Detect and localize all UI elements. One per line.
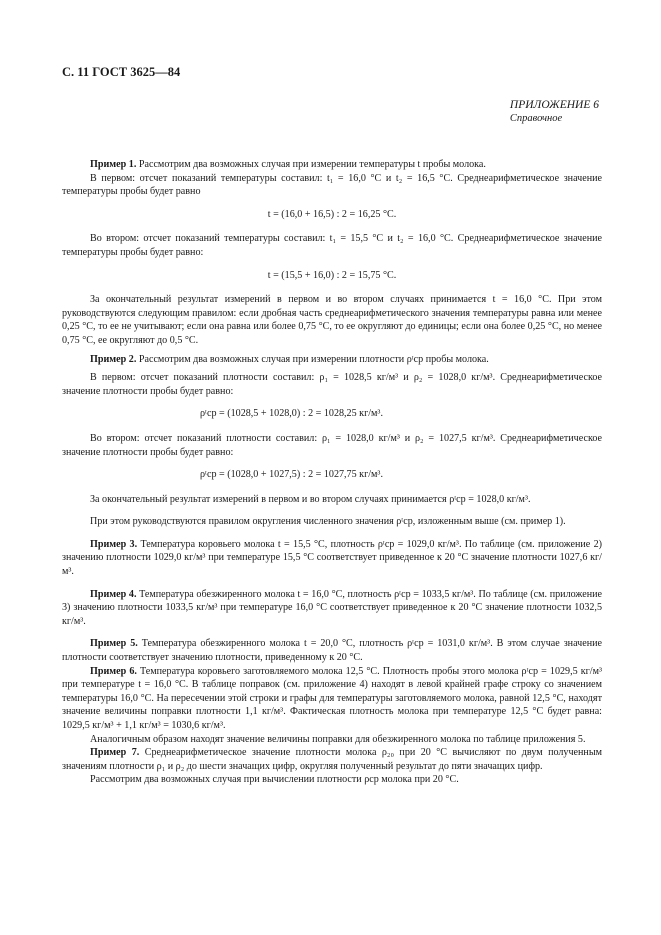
example-4	[62, 588, 602, 629]
example-2-rule: При этом руководствуются правилом округления численного значения ρᵗср, изложенным выше (см. пример 1).	[90, 516, 566, 528]
example-2-formula-2: ρᵗср = (1028,0 + 1027,5) : 2 = 1027,75 кг/м³.	[200, 469, 383, 481]
example-1-intro	[62, 158, 602, 172]
example-1-case-1: В первом: отсчет показаний температуры составил: t₁ = 16,0 °С и t₂ = 16,5 °С. Среднеарифметическое значение температуры пробы будет равно	[62, 172, 602, 198]
example-3-title: Пример 3.	[90, 538, 138, 550]
example-1-formula-1: t = (16,0 + 16,5) : 2 = 16,25 °С.	[267, 208, 397, 220]
example-5	[62, 637, 602, 664]
example-2-intro	[62, 353, 602, 367]
document-body	[62, 158, 602, 787]
example-6-analog: Аналогичным образом находят значение величины поправки для обезжиренного молока по таблице приложения 5.	[90, 733, 586, 745]
example-2-title: Пример 2.	[90, 353, 137, 365]
example-7-title: Пример 7.	[90, 747, 140, 759]
example-2-intro-text: Рассмотрим два возможных случая при измерении плотности ρᵗср пробы молока.	[138, 353, 489, 365]
appendix-label	[510, 99, 599, 125]
example-7-text: Среднеарифметическое значение плотности молока ρ₂₀ при 20 °С вычисляют по двум полученным значениям плотности ρ₁ и ρ₂ до шести значащих цифр, округляя полученный результат до пяти значащих цифр.	[62, 747, 603, 772]
example-7-cases: Рассмотрим два возможных случая при вычислении плотности ρср молока при 20 °С.	[90, 774, 459, 786]
page-header: С. 11 ГОСТ 3625—84	[62, 65, 181, 79]
appendix-type: Справочное	[509, 113, 563, 124]
example-6	[62, 665, 602, 733]
example-7	[62, 746, 602, 773]
example-1-case-2: Во втором: отсчет показаний температуры составил: t₁ = 15,5 °С и t₂ = 16,0 °С. Среднеарифметическое значение температуры пробы будет равно:	[62, 233, 602, 258]
example-2-case-1: В первом: отсчет показаний плотности составил: ρ₁ = 1028,5 кг/м³ и ρ₂ = 1028,0 кг/м³. Среднеарифметическое значение плотности пробы будет равно:	[62, 372, 602, 397]
example-6-title: Пример 6.	[90, 665, 137, 677]
example-5-text: Температура обезжиренного молока t = 20,0 °С, плотность ρᵗср = 1031,0 кг/м³. В этом случае значение плотности соответствует значению плотности, приведенному к 20 °С.	[62, 638, 602, 664]
appendix-title: ПРИЛОЖЕНИЕ 6	[509, 99, 599, 111]
example-4-title: Пример 4.	[90, 588, 137, 600]
example-4-text: Температура обезжиренного молока t = 16,0 °С, плотность ρᵗср = 1033,5 кг/м³. По таблице (см. приложение 3) значению плотности 1033,5 кг/м³ при температуре 16,0 °С соответствует приведенное к 20 °С значение плотности 1032,5 кг/м³.	[62, 588, 602, 627]
example-1-formula-2: t = (15,5 + 16,0) : 2 = 15,75 °С.	[267, 269, 397, 281]
example-2-formula-1: ρᵗср = (1028,5 + 1028,0) : 2 = 1028,25 кг/м³.	[200, 408, 383, 420]
example-2-final: За окончательный результат измерений в первом и во втором случаях принимается ρᵗср = 1028,0 кг/м³.	[90, 493, 531, 505]
example-1-final: За окончательный результат измерений в первом и во втором случаях принимается t = 16,0 °С. При этом руководствуются следующим правилом: если дробная часть среднеарифметического значения температуры равна или менее 0,25 °С, то ее не учитывают; если она равна или более 0,75 °С, то ее округляют до единицы; если она более 0,25 °С, но менее 0,75 °С, ее округляют до 0,5 °С.	[62, 294, 602, 346]
example-2-case-2: Во втором: отсчет показаний плотности составил: ρ₁ = 1028,0 кг/м³ и ρ₂ = 1027,5 кг/м³. Среднеарифметическое значение плотности пробы будет равно:	[62, 432, 602, 458]
example-6-text: Температура коровьего заготовляемого молока 12,5 °С. Плотность пробы этого молока ρᵗср = 1029,5 кг/м³ при температуре t = 16,0 °С. В таблице поправок (см. приложение 4) находят в левой крайней графе строку со значением температуры 16,0 °С. На пересечении этой строки и графы для температуры заготовляемого молока, равной 12,5 °С, находят значение величины поправки плотности 1,1 кг/м³. Фактическая плотность молока при температуре 12,5 °С будет равна: 1029,5 кг/м³ + 1,1 кг/м³ = 1030,6 кг/м³.	[62, 665, 603, 731]
example-3	[62, 538, 602, 579]
example-3-text: Температура коровьего молока t = 15,5 °С, плотность ρᵗср = 1029,0 кг/м³. По таблице (см. приложение 2) значению плотности 1029,0 кг/м³ при температуре 15,5 °С соответствует приведенное к 20 °С значение плотности 1027,6 кг/м³.	[62, 538, 602, 578]
example-1-title: Пример 1.	[90, 159, 137, 170]
example-5-title: Пример 5.	[90, 638, 138, 650]
example-1-intro-text: Рассмотрим два возможных случая при измерении температуры t пробы молока.	[138, 159, 486, 170]
